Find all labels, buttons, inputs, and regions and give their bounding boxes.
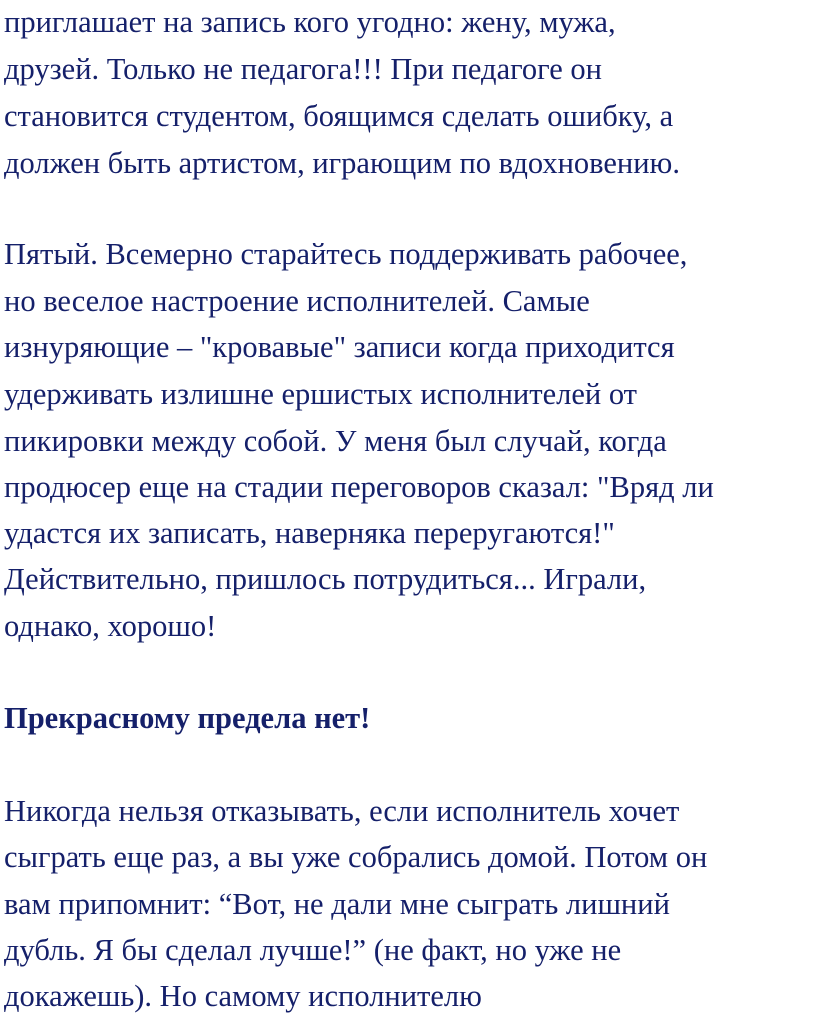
- paragraph-2-line-2: но веселое настроение исполнителей. Самые: [4, 284, 590, 318]
- paragraph-2-line-1: Пятый. Всемерно старайтесь поддерживать рабочее,: [4, 237, 688, 271]
- paragraph-2-line-6: продюсер еще на стадии переговоров сказал: "Вряд ли: [4, 470, 714, 504]
- paragraph-1-line-3: становится студентом, боящимся сделать ошибку, а: [4, 99, 674, 133]
- paragraph-3-line-3: вам припомнит: “Вот, не дали мне сыграть лишний: [4, 887, 670, 921]
- paragraph-2-line-7: удастся их записать, наверняка переругаются!": [4, 516, 615, 550]
- section-heading: Прекрасному предела нет!: [4, 701, 371, 735]
- paragraph-3-line-1: Никогда нельзя отказывать, если исполнитель хочет: [4, 794, 680, 828]
- paragraph-2-line-5: пикировки между собой. У меня был случай, когда: [4, 424, 667, 458]
- paragraph-3-line-2: сыграть еще раз, а вы уже собрались домой. Потом он: [4, 840, 708, 874]
- paragraph-2-line-9: однако, хорошо!: [4, 609, 217, 643]
- paragraph-2-line-3: изнуряющие – "кровавые" записи когда приходится: [4, 330, 675, 364]
- paragraph-1-line-2: друзей. Только не педагога!!! При педагоге он: [4, 52, 602, 86]
- paragraph-2-line-8: Действительно, пришлось потрудиться... Играли,: [4, 562, 647, 596]
- paragraph-1-line-4: должен быть артистом, играющим по вдохновению.: [4, 146, 680, 180]
- paragraph-2-line-4: удерживать излишне ершистых исполнителей от: [4, 377, 637, 411]
- paragraph-1-line-1: приглашает на запись кого угодно: жену, мужа,: [4, 5, 616, 39]
- paragraph-3-line-4: дубль. Я бы сделал лучше!” (не факт, но уже не: [4, 933, 622, 967]
- paragraph-3-line-5: докажешь). Но самому исполнителю: [4, 979, 482, 1013]
